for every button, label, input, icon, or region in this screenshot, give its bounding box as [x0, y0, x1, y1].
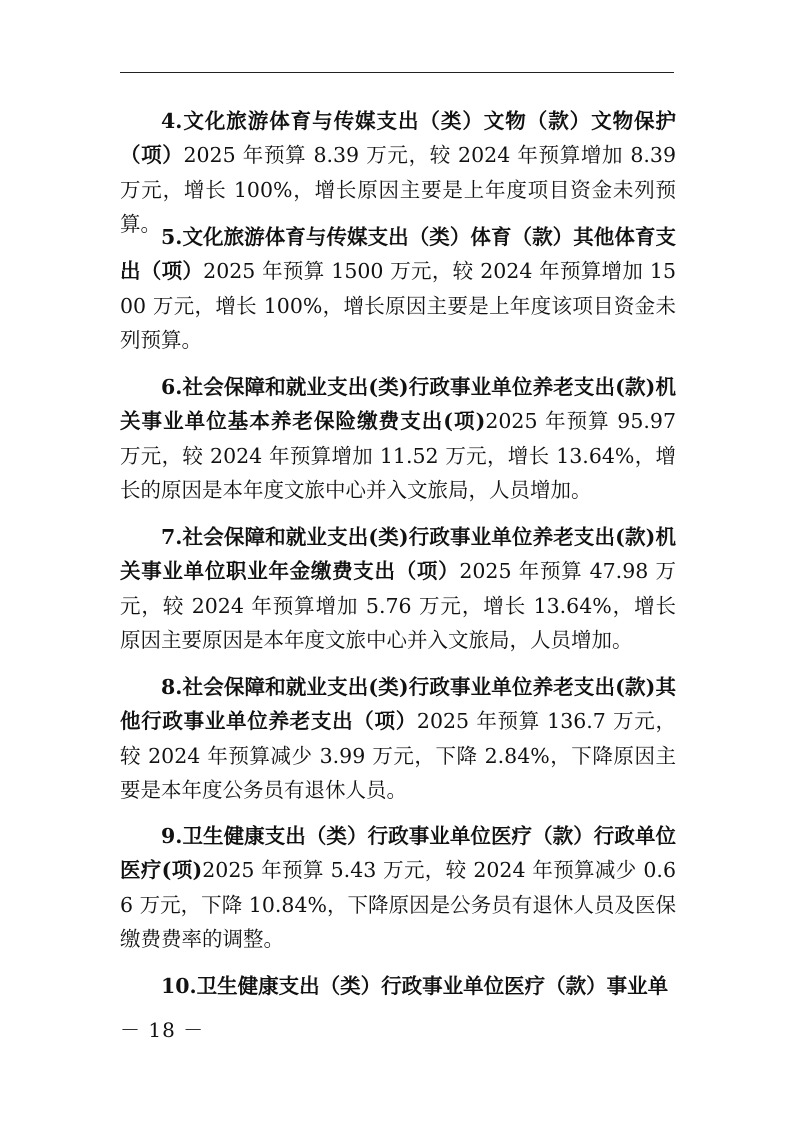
paragraph-body: 2025 年预算 1500 万元，较 2024 年预算增加 1500 万元，增长 100%，增长原因主要是上年度该项目资金未列预算。 [120, 259, 677, 352]
paragraph-heading: 9.卫生健康支出（类）行政事业单位医疗（款）行政单位医疗(项) [120, 824, 676, 883]
header-rule [120, 72, 674, 73]
paragraph-body: 2025 年预算 8.39 万元，较 2024 年预算增加 8.39 万元，增长 100%，增长原因主要是上年度项目资金未列预算。 [120, 143, 676, 236]
paragraph-heading: 7.社会保障和就业支出(类)行政事业单位养老支出(款)机关事业单位职业年金缴费支出（项） [120, 525, 676, 584]
paragraph-10 [120, 969, 676, 1003]
paragraph-body: 2025 年预算 47.98 万元，较 2024 年预算增加 5.76 万元，增长 13.64%，增长原因主要原因是本年度文旅中心并入文旅局，人员增加。 [120, 559, 676, 652]
paragraph-body: 2025 年预算 136.7 万元，较 2024 年预算减少 3.99 万元，下降 2.84%，下降原因主要是本年度公务员有退休人员。 [120, 709, 676, 802]
page-number: － 18 － [120, 1018, 205, 1042]
paragraph-heading: 8.社会保障和就业支出(类)行政事业单位养老支出(款)其他行政事业单位养老支出（项） [120, 675, 676, 734]
paragraph-heading: 10.卫生健康支出（类）行政事业单位医疗（款）事业单 [161, 974, 669, 998]
paragraph-heading: 4.文化旅游体育与传媒支出（类）文物（款）文物保护（项） [120, 109, 676, 168]
paragraph-6 [120, 370, 676, 507]
paragraph-7 [120, 520, 676, 657]
paragraph-body: 2025 年预算 5.43 万元，较 2024 年预算减少 0.66 万元，下降 10.84%，下降原因是公务员有退休人员及医保缴费费率的调整。 [120, 858, 676, 951]
paragraph-heading: 5.文化旅游体育与传媒支出（类）体育（款）其他体育支出（项） [120, 225, 676, 284]
paragraph-body: 2025 年预算 95.97 万元，较 2024 年预算增加 11.52 万元，增长 13.64%，增长的原因是本年度文旅中心并入文旅局，人员增加。 [120, 409, 676, 502]
paragraph-5 [120, 220, 676, 357]
paragraph-heading: 6.社会保障和就业支出(类)行政事业单位养老支出(款)机关事业单位基本养老保险缴费支出(项) [120, 375, 676, 434]
paragraph-9 [120, 819, 676, 956]
paragraph-8 [120, 670, 676, 807]
